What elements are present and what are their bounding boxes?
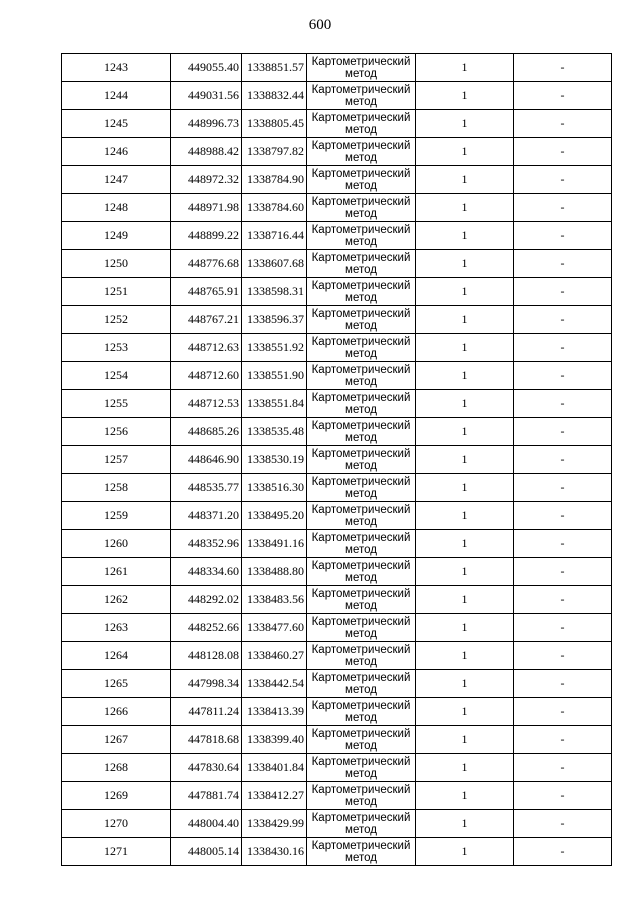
- method-cell: Картометрический метод: [307, 642, 416, 670]
- x-coordinate-cell: 448971.98: [171, 194, 242, 222]
- y-coordinate-cell: 1338477.60: [242, 614, 307, 642]
- table-row: [62, 418, 612, 446]
- table-row: [62, 586, 612, 614]
- method-cell: Картометрический метод: [307, 278, 416, 306]
- table-row: [62, 138, 612, 166]
- table-row: [62, 558, 612, 586]
- point-number-cell: 1245: [62, 110, 171, 138]
- x-coordinate-cell: 448371.20: [171, 502, 242, 530]
- x-coordinate-cell: 448352.96: [171, 530, 242, 558]
- x-coordinate-cell: 448996.73: [171, 110, 242, 138]
- table-row: [62, 810, 612, 838]
- accuracy-cell: 1: [416, 418, 514, 446]
- note-cell: -: [514, 670, 612, 698]
- table-row: [62, 278, 612, 306]
- method-cell: Картометрический метод: [307, 138, 416, 166]
- note-cell: -: [514, 250, 612, 278]
- point-number-cell: 1266: [62, 698, 171, 726]
- page-number: 600: [308, 17, 332, 33]
- table-row: [62, 390, 612, 418]
- method-cell: Картометрический метод: [307, 222, 416, 250]
- y-coordinate-cell: 1338598.31: [242, 278, 307, 306]
- table-row: [62, 166, 612, 194]
- method-cell: Картометрический метод: [307, 670, 416, 698]
- coordinates-table: [61, 53, 612, 866]
- note-cell: -: [514, 306, 612, 334]
- y-coordinate-cell: 1338401.84: [242, 754, 307, 782]
- note-cell: -: [514, 54, 612, 82]
- table-row: [62, 670, 612, 698]
- method-cell: Картометрический метод: [307, 614, 416, 642]
- point-number-cell: 1258: [62, 474, 171, 502]
- note-cell: -: [514, 222, 612, 250]
- note-cell: -: [514, 474, 612, 502]
- note-cell: -: [514, 194, 612, 222]
- accuracy-cell: 1: [416, 166, 514, 194]
- accuracy-cell: 1: [416, 698, 514, 726]
- x-coordinate-cell: 448005.14: [171, 838, 242, 866]
- y-coordinate-cell: 1338399.40: [242, 726, 307, 754]
- y-coordinate-cell: 1338784.60: [242, 194, 307, 222]
- accuracy-cell: 1: [416, 390, 514, 418]
- y-coordinate-cell: 1338551.84: [242, 390, 307, 418]
- coordinates-table-body: [62, 54, 612, 866]
- table-row: [62, 222, 612, 250]
- y-coordinate-cell: 1338607.68: [242, 250, 307, 278]
- accuracy-cell: 1: [416, 754, 514, 782]
- y-coordinate-cell: 1338413.39: [242, 698, 307, 726]
- accuracy-cell: 1: [416, 586, 514, 614]
- table-row: [62, 698, 612, 726]
- accuracy-cell: 1: [416, 362, 514, 390]
- accuracy-cell: 1: [416, 306, 514, 334]
- point-number-cell: 1247: [62, 166, 171, 194]
- point-number-cell: 1250: [62, 250, 171, 278]
- accuracy-cell: 1: [416, 82, 514, 110]
- table-row: [62, 334, 612, 362]
- table-row: [62, 782, 612, 810]
- y-coordinate-cell: 1338851.57: [242, 54, 307, 82]
- point-number-cell: 1267: [62, 726, 171, 754]
- table-row: [62, 502, 612, 530]
- x-coordinate-cell: 448252.66: [171, 614, 242, 642]
- y-coordinate-cell: 1338797.82: [242, 138, 307, 166]
- method-cell: Картометрический метод: [307, 194, 416, 222]
- note-cell: -: [514, 446, 612, 474]
- note-cell: -: [514, 782, 612, 810]
- note-cell: -: [514, 110, 612, 138]
- point-number-cell: 1270: [62, 810, 171, 838]
- y-coordinate-cell: 1338551.90: [242, 362, 307, 390]
- table-row: [62, 54, 612, 82]
- y-coordinate-cell: 1338551.92: [242, 334, 307, 362]
- accuracy-cell: 1: [416, 334, 514, 362]
- y-coordinate-cell: 1338530.19: [242, 446, 307, 474]
- y-coordinate-cell: 1338460.27: [242, 642, 307, 670]
- y-coordinate-cell: 1338805.45: [242, 110, 307, 138]
- y-coordinate-cell: 1338832.44: [242, 82, 307, 110]
- point-number-cell: 1251: [62, 278, 171, 306]
- point-number-cell: 1243: [62, 54, 171, 82]
- accuracy-cell: 1: [416, 222, 514, 250]
- table-row: [62, 530, 612, 558]
- x-coordinate-cell: 448899.22: [171, 222, 242, 250]
- table-row: [62, 754, 612, 782]
- table-row: [62, 446, 612, 474]
- x-coordinate-cell: 448767.21: [171, 306, 242, 334]
- point-number-cell: 1244: [62, 82, 171, 110]
- accuracy-cell: 1: [416, 194, 514, 222]
- table-row: [62, 362, 612, 390]
- note-cell: -: [514, 530, 612, 558]
- x-coordinate-cell: 448128.08: [171, 642, 242, 670]
- table-row: [62, 110, 612, 138]
- method-cell: Картометрический метод: [307, 530, 416, 558]
- table-row: [62, 838, 612, 866]
- point-number-cell: 1263: [62, 614, 171, 642]
- point-number-cell: 1260: [62, 530, 171, 558]
- x-coordinate-cell: 448712.53: [171, 390, 242, 418]
- method-cell: Картометрический метод: [307, 82, 416, 110]
- note-cell: -: [514, 838, 612, 866]
- method-cell: Картометрический метод: [307, 502, 416, 530]
- method-cell: Картометрический метод: [307, 838, 416, 866]
- y-coordinate-cell: 1338516.30: [242, 474, 307, 502]
- x-coordinate-cell: 447998.34: [171, 670, 242, 698]
- method-cell: Картометрический метод: [307, 306, 416, 334]
- point-number-cell: 1268: [62, 754, 171, 782]
- note-cell: -: [514, 390, 612, 418]
- table-row: [62, 474, 612, 502]
- y-coordinate-cell: 1338483.56: [242, 586, 307, 614]
- accuracy-cell: 1: [416, 670, 514, 698]
- method-cell: Картометрический метод: [307, 250, 416, 278]
- point-number-cell: 1264: [62, 642, 171, 670]
- accuracy-cell: 1: [416, 726, 514, 754]
- note-cell: -: [514, 278, 612, 306]
- method-cell: Картометрический метод: [307, 446, 416, 474]
- note-cell: -: [514, 642, 612, 670]
- x-coordinate-cell: 448292.02: [171, 586, 242, 614]
- table-row: [62, 642, 612, 670]
- method-cell: Картометрический метод: [307, 418, 416, 446]
- method-cell: Картометрический метод: [307, 166, 416, 194]
- x-coordinate-cell: 447818.68: [171, 726, 242, 754]
- accuracy-cell: 1: [416, 138, 514, 166]
- note-cell: -: [514, 502, 612, 530]
- y-coordinate-cell: 1338784.90: [242, 166, 307, 194]
- point-number-cell: 1253: [62, 334, 171, 362]
- x-coordinate-cell: 448972.32: [171, 166, 242, 194]
- method-cell: Картометрический метод: [307, 558, 416, 586]
- accuracy-cell: 1: [416, 54, 514, 82]
- accuracy-cell: 1: [416, 502, 514, 530]
- note-cell: -: [514, 138, 612, 166]
- accuracy-cell: 1: [416, 446, 514, 474]
- point-number-cell: 1255: [62, 390, 171, 418]
- method-cell: Картометрический метод: [307, 54, 416, 82]
- accuracy-cell: 1: [416, 558, 514, 586]
- method-cell: Картометрический метод: [307, 810, 416, 838]
- y-coordinate-cell: 1338430.16: [242, 838, 307, 866]
- note-cell: -: [514, 586, 612, 614]
- note-cell: -: [514, 334, 612, 362]
- note-cell: -: [514, 362, 612, 390]
- point-number-cell: 1248: [62, 194, 171, 222]
- x-coordinate-cell: 447830.64: [171, 754, 242, 782]
- accuracy-cell: 1: [416, 810, 514, 838]
- note-cell: -: [514, 726, 612, 754]
- point-number-cell: 1259: [62, 502, 171, 530]
- table-row: [62, 726, 612, 754]
- point-number-cell: 1261: [62, 558, 171, 586]
- note-cell: -: [514, 166, 612, 194]
- method-cell: Картометрический метод: [307, 362, 416, 390]
- note-cell: -: [514, 754, 612, 782]
- table-row: [62, 614, 612, 642]
- x-coordinate-cell: 447881.74: [171, 782, 242, 810]
- point-number-cell: 1252: [62, 306, 171, 334]
- accuracy-cell: 1: [416, 110, 514, 138]
- point-number-cell: 1265: [62, 670, 171, 698]
- point-number-cell: 1246: [62, 138, 171, 166]
- y-coordinate-cell: 1338488.80: [242, 558, 307, 586]
- method-cell: Картометрический метод: [307, 474, 416, 502]
- y-coordinate-cell: 1338429.99: [242, 810, 307, 838]
- table-row: [62, 194, 612, 222]
- accuracy-cell: 1: [416, 530, 514, 558]
- method-cell: Картометрический метод: [307, 754, 416, 782]
- method-cell: Картометрический метод: [307, 586, 416, 614]
- x-coordinate-cell: 448535.77: [171, 474, 242, 502]
- accuracy-cell: 1: [416, 250, 514, 278]
- y-coordinate-cell: 1338495.20: [242, 502, 307, 530]
- x-coordinate-cell: 448334.60: [171, 558, 242, 586]
- accuracy-cell: 1: [416, 474, 514, 502]
- method-cell: Картометрический метод: [307, 110, 416, 138]
- x-coordinate-cell: 447811.24: [171, 698, 242, 726]
- x-coordinate-cell: 448712.63: [171, 334, 242, 362]
- y-coordinate-cell: 1338716.44: [242, 222, 307, 250]
- x-coordinate-cell: 448765.91: [171, 278, 242, 306]
- note-cell: -: [514, 614, 612, 642]
- note-cell: -: [514, 558, 612, 586]
- x-coordinate-cell: 448712.60: [171, 362, 242, 390]
- point-number-cell: 1254: [62, 362, 171, 390]
- accuracy-cell: 1: [416, 614, 514, 642]
- note-cell: -: [514, 698, 612, 726]
- x-coordinate-cell: 448004.40: [171, 810, 242, 838]
- point-number-cell: 1256: [62, 418, 171, 446]
- y-coordinate-cell: 1338442.54: [242, 670, 307, 698]
- accuracy-cell: 1: [416, 642, 514, 670]
- y-coordinate-cell: 1338412.27: [242, 782, 307, 810]
- table-row: [62, 306, 612, 334]
- accuracy-cell: 1: [416, 782, 514, 810]
- point-number-cell: 1262: [62, 586, 171, 614]
- y-coordinate-cell: 1338535.48: [242, 418, 307, 446]
- x-coordinate-cell: 449055.40: [171, 54, 242, 82]
- method-cell: Картометрический метод: [307, 782, 416, 810]
- note-cell: -: [514, 810, 612, 838]
- accuracy-cell: 1: [416, 278, 514, 306]
- table-row: [62, 82, 612, 110]
- x-coordinate-cell: 448776.68: [171, 250, 242, 278]
- point-number-cell: 1269: [62, 782, 171, 810]
- point-number-cell: 1271: [62, 838, 171, 866]
- x-coordinate-cell: 449031.56: [171, 82, 242, 110]
- note-cell: -: [514, 418, 612, 446]
- y-coordinate-cell: 1338596.37: [242, 306, 307, 334]
- y-coordinate-cell: 1338491.16: [242, 530, 307, 558]
- x-coordinate-cell: 448685.26: [171, 418, 242, 446]
- accuracy-cell: 1: [416, 838, 514, 866]
- method-cell: Картометрический метод: [307, 726, 416, 754]
- method-cell: Картометрический метод: [307, 390, 416, 418]
- x-coordinate-cell: 448988.42: [171, 138, 242, 166]
- method-cell: Картометрический метод: [307, 334, 416, 362]
- table-row: [62, 250, 612, 278]
- point-number-cell: 1257: [62, 446, 171, 474]
- x-coordinate-cell: 448646.90: [171, 446, 242, 474]
- point-number-cell: 1249: [62, 222, 171, 250]
- method-cell: Картометрический метод: [307, 698, 416, 726]
- note-cell: -: [514, 82, 612, 110]
